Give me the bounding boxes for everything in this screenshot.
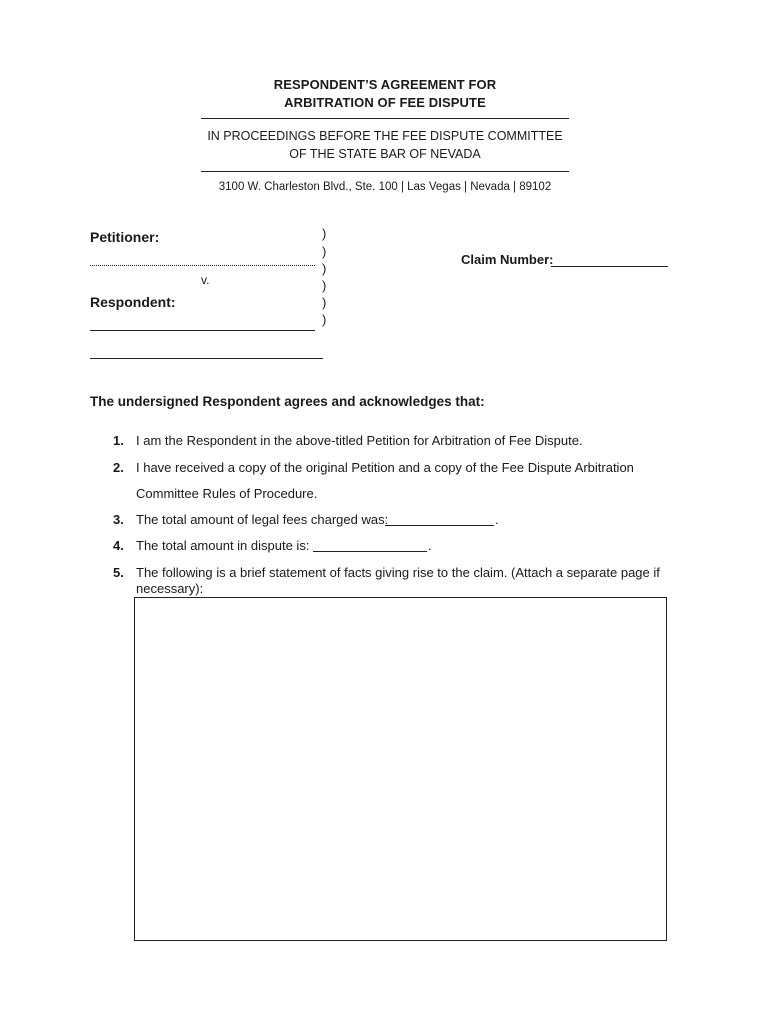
versus-label: v. [201,273,210,287]
caption-paren: ) [322,226,327,241]
item-text: I am the Respondent in the above-titled Petition for Arbitration of Fee Dispute. [136,433,583,448]
item-number: 4. [113,538,124,553]
respondent-label: Respondent: [90,294,176,310]
item-number: 1. [113,433,124,448]
claim-number-field[interactable] [551,252,668,267]
proceedings-line-2: OF THE STATE BAR OF NEVADA [289,147,481,161]
petitioner-label: Petitioner: [90,229,160,245]
item-suffix: . [428,538,432,553]
item-number: 3. [113,512,124,527]
item-text-continued: necessary): [136,581,204,596]
proceedings-divider [201,171,569,172]
proceedings-line-1: IN PROCEEDINGS BEFORE THE FEE DISPUTE COMMITTEE [207,129,563,143]
title-divider [201,118,569,119]
item-text-continued: Committee Rules of Procedure. [136,486,318,501]
caption-paren: ) [322,278,327,293]
claim-number-label: Claim Number: [461,252,554,267]
item-number: 5. [113,565,124,580]
statement-of-facts-box[interactable] [134,597,667,941]
item-number: 2. [113,460,124,475]
agreement-intro: The undersigned Respondent agrees and acknowledges that: [90,394,485,409]
caption-paren: ) [322,261,327,276]
caption-paren: ) [322,244,327,259]
caption-paren: ) [322,312,327,327]
petitioner-name-field[interactable] [90,265,315,266]
item-suffix: . [495,512,499,527]
item-text: I have received a copy of the original Petition and a copy of the Fee Dispute Arbitration [136,460,634,475]
respondent-extra-line[interactable] [90,358,323,359]
respondent-name-field[interactable] [90,330,315,331]
form-title-line-2: ARBITRATION OF FEE DISPUTE [284,95,486,110]
caption-paren: ) [322,295,327,310]
form-title-line-1: RESPONDENT’S AGREEMENT FOR [273,77,497,92]
amount-in-dispute-field[interactable] [313,538,427,552]
item-text: The total amount in dispute is: [136,538,310,553]
item-text: The following is a brief statement of facts giving rise to the claim. (Attach a separate page if [136,565,660,580]
legal-fees-charged-field[interactable] [385,512,494,526]
item-text: The total amount of legal fees charged was: [136,512,389,527]
bar-address: 3100 W. Charleston Blvd., Ste. 100 | Las Vegas | Nevada | 89102 [218,181,552,193]
